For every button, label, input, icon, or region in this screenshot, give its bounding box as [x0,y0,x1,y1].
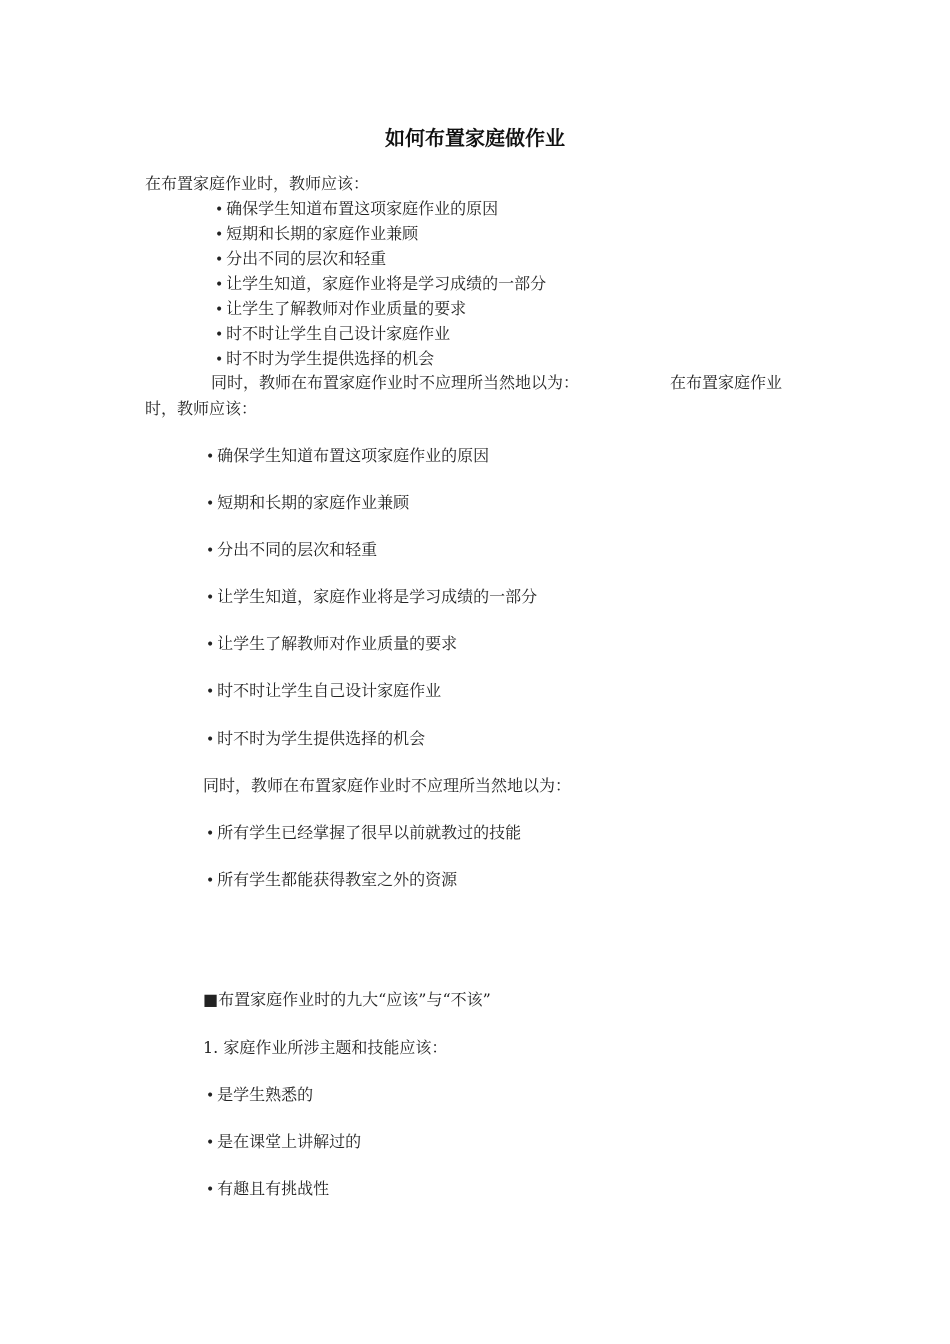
mixed-paragraph-part1: 同时，教师在布置家庭作业时不应理所当然地以为： [211,373,580,392]
list-item-text: 让学生了解教师对作业质量的要求 [226,299,467,318]
also-paragraph: 同时，教师在布置家庭作业时不应理所当然地以为： [203,776,572,795]
bullet-icon: • [215,302,224,318]
list-item-text: 让学生知道，家庭作业将是学习成绩的一部分 [226,274,547,293]
list-item [206,823,521,844]
list-item-text: 短期和长期的家庭作业兼顾 [217,493,410,512]
bullet-icon: • [215,202,224,218]
list-item [215,299,466,320]
list-item-text: 时不时为学生提供选择的机会 [226,349,435,368]
list-item [215,349,434,370]
document-title: 如何布置家庭做作业 [385,126,565,150]
list-item [215,274,546,295]
list-item [206,1132,361,1153]
list-item-text: 确保学生知道布置这项家庭作业的原因 [226,199,499,218]
list-item-text: 确保学生知道布置这项家庭作业的原因 [217,446,490,465]
list-item [206,634,457,655]
intro-paragraph: 在布置家庭作业时，教师应该： [145,174,370,193]
list-item [206,1179,329,1200]
list-item [206,493,409,514]
section-heading: ■布置家庭作业时的九大“应该”与“不该” [203,990,491,1009]
list-item [206,681,441,702]
bullet-icon: • [215,252,224,268]
bullet-icon: • [215,327,224,343]
list-item-text: 时不时为学生提供选择的机会 [217,729,426,748]
list-item [215,199,498,220]
list-item-text: 所有学生都能获得教室之外的资源 [217,870,458,889]
list-item [215,224,418,245]
list-item [215,249,386,270]
list-item [206,446,489,467]
bullet-icon: • [206,684,215,700]
list-item-text: 是在课堂上讲解过的 [217,1132,362,1151]
bullet-icon: • [206,449,215,465]
list-item-text: 时不时让学生自己设计家庭作业 [226,324,451,343]
list-item-text: 所有学生已经掌握了很早以前就教过的技能 [217,823,522,842]
bullet-icon: • [206,1135,215,1151]
list-item [206,870,457,891]
bullet-icon: • [206,1182,215,1198]
bullet-icon: • [206,1088,215,1104]
bullet-icon: • [206,826,215,842]
bullet-icon: • [215,227,224,243]
bullet-icon: • [206,732,215,748]
list-item [206,729,425,750]
list-item-text: 让学生了解教师对作业质量的要求 [217,634,458,653]
bullet-icon: • [206,590,215,606]
numbered-item: 1. 家庭作业所涉主题和技能应该： [203,1038,448,1057]
list-item-text: 分出不同的层次和轻重 [226,249,387,268]
list-item-text: 分出不同的层次和轻重 [217,540,378,559]
list-item-text: 短期和长期的家庭作业兼顾 [226,224,419,243]
list-item-text: 有趣且有挑战性 [217,1179,330,1198]
list-item [215,324,450,345]
bullet-icon: • [206,496,215,512]
list-item [206,540,377,561]
list-item-text: 时不时让学生自己设计家庭作业 [217,681,442,700]
list-item [206,587,537,608]
bullet-icon: • [206,543,215,559]
list-item-text: 让学生知道，家庭作业将是学习成绩的一部分 [217,587,538,606]
mixed-paragraph-continuation: 时，教师应该： [145,399,258,418]
mixed-paragraph-part2: 在布置家庭作业 [670,373,783,392]
bullet-icon: • [215,277,224,293]
bullet-icon: • [215,352,224,368]
bullet-icon: • [206,873,215,889]
bullet-icon: • [206,637,215,653]
list-item-text: 是学生熟悉的 [217,1085,314,1104]
list-item [206,1085,313,1106]
